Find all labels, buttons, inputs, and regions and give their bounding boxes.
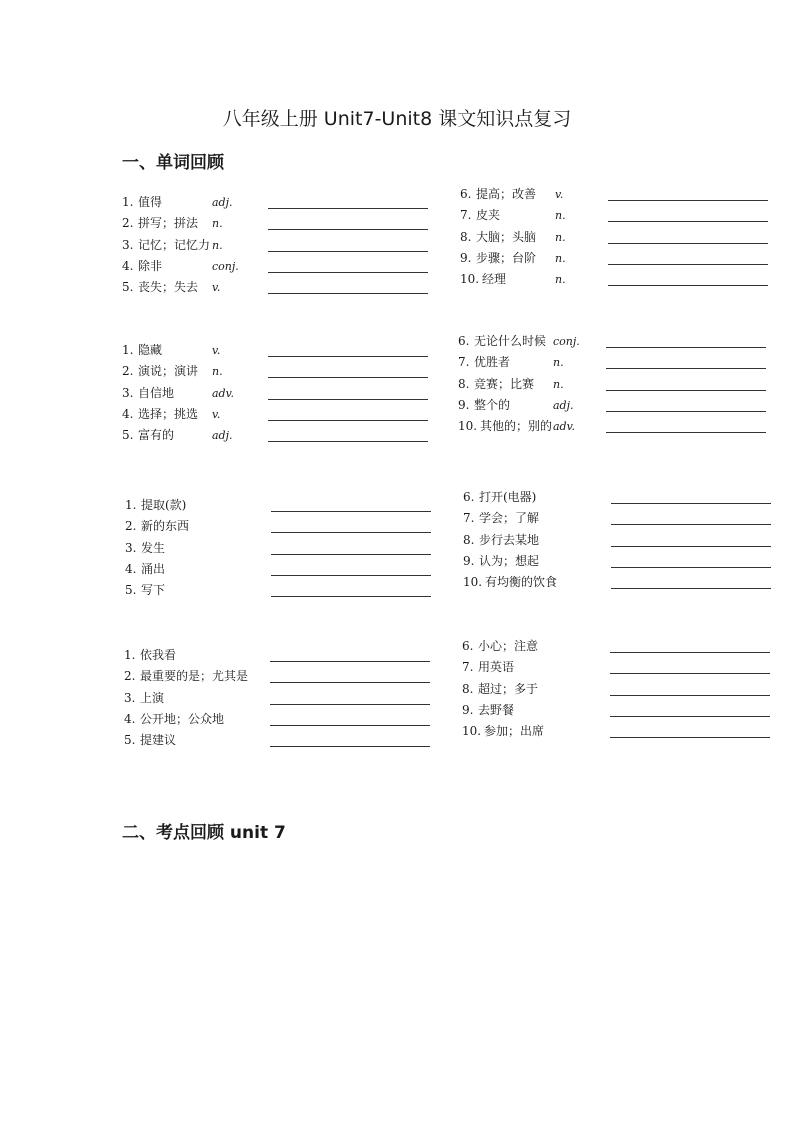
item-meaning: 依我看 <box>140 648 177 662</box>
item-number: 4. <box>125 561 137 576</box>
part-of-speech: n. <box>212 365 223 379</box>
item-number: 6. <box>460 187 472 201</box>
answer-blank[interactable] <box>268 272 428 273</box>
answer-blank[interactable] <box>271 554 431 555</box>
vocab-column-right <box>462 636 782 742</box>
vocab-item <box>458 395 778 416</box>
answer-blank[interactable] <box>608 285 768 286</box>
item-meaning: 学会；了解 <box>479 511 540 526</box>
item-number: 5. <box>122 428 134 443</box>
item-number: 5. <box>125 583 137 598</box>
answer-blank[interactable] <box>611 588 771 589</box>
vocab-column-right <box>460 184 780 290</box>
item-number: 4. <box>124 711 136 726</box>
answer-blank[interactable] <box>268 208 428 209</box>
item-meaning: 自信地 <box>138 385 175 400</box>
answer-blank[interactable] <box>270 746 430 747</box>
item-meaning: 提建议 <box>140 733 177 748</box>
answer-blank[interactable] <box>610 737 770 738</box>
item-meaning: 步骤；台阶 <box>476 250 537 265</box>
item-meaning: 除非 <box>138 258 163 273</box>
item-number: 10. <box>460 272 480 287</box>
item-number: 8. <box>458 376 470 391</box>
answer-blank[interactable] <box>270 704 430 705</box>
answer-blank[interactable] <box>271 596 431 597</box>
vocab-item <box>462 679 782 700</box>
vocab-item <box>460 227 780 248</box>
answer-blank[interactable] <box>268 293 428 294</box>
part-of-speech: v. <box>212 281 221 295</box>
item-meaning: 整个的 <box>474 397 511 412</box>
answer-blank[interactable] <box>268 420 428 421</box>
vocab-item <box>122 425 442 446</box>
vocab-column-right <box>458 331 778 437</box>
vocab-item <box>462 721 782 742</box>
part-of-speech: n. <box>212 238 223 252</box>
item-number: 9. <box>458 397 470 412</box>
item-number: 1. <box>125 498 137 512</box>
vocab-item <box>462 657 782 678</box>
item-number: 8. <box>460 229 472 244</box>
answer-blank[interactable] <box>608 264 768 265</box>
item-number: 6. <box>462 639 474 653</box>
section-heading-key-points: 二、考点回顾 unit 7 <box>122 823 286 843</box>
vocab-item <box>122 340 442 361</box>
vocab-item <box>124 709 444 730</box>
vocab-item <box>122 235 442 256</box>
part-of-speech: conj. <box>212 259 239 273</box>
answer-blank[interactable] <box>611 567 771 568</box>
part-of-speech: v. <box>212 344 221 357</box>
vocab-item <box>125 538 445 559</box>
vocab-item <box>124 666 444 687</box>
item-number: 3. <box>124 690 136 705</box>
item-meaning: 富有的 <box>138 428 175 443</box>
vocab-item <box>458 352 778 373</box>
item-meaning: 丧失；失去 <box>138 280 199 295</box>
vocab-item <box>463 530 783 551</box>
item-meaning: 步行去某地 <box>479 532 540 547</box>
answer-blank[interactable] <box>271 532 431 533</box>
item-meaning: 隐藏 <box>138 343 163 357</box>
item-meaning: 最重要的是；尤其是 <box>140 669 249 684</box>
vocab-item <box>462 636 782 657</box>
item-number: 4. <box>122 406 134 421</box>
part-of-speech: n. <box>555 209 566 223</box>
vocab-item <box>463 551 783 572</box>
item-number: 8. <box>462 681 474 696</box>
item-number: 9. <box>463 553 475 568</box>
item-meaning: 选择；挑选 <box>138 406 199 421</box>
item-number: 1. <box>122 195 134 209</box>
answer-blank[interactable] <box>611 546 771 547</box>
item-number: 9. <box>460 250 472 265</box>
answer-blank[interactable] <box>268 377 428 378</box>
item-meaning: 皮夹 <box>476 208 501 223</box>
vocab-item <box>462 700 782 721</box>
part-of-speech: n. <box>555 230 566 244</box>
vocab-item <box>460 184 780 205</box>
answer-blank[interactable] <box>610 716 770 717</box>
item-number: 10. <box>458 419 478 434</box>
item-meaning: 大脑；头脑 <box>476 229 537 244</box>
answer-blank[interactable] <box>610 652 770 653</box>
part-of-speech: v. <box>212 407 221 421</box>
item-meaning: 用英语 <box>478 660 515 675</box>
item-number: 2. <box>125 519 137 534</box>
item-number: 7. <box>462 660 474 675</box>
item-meaning: 竞赛；比赛 <box>474 376 535 391</box>
answer-blank[interactable] <box>268 251 428 252</box>
answer-blank[interactable] <box>270 725 430 726</box>
answer-blank[interactable] <box>268 229 428 230</box>
vocab-item <box>125 580 445 601</box>
vocab-item <box>125 559 445 580</box>
vocab-item <box>122 192 442 213</box>
vocab-item <box>122 383 442 404</box>
item-meaning: 认为；想起 <box>479 553 540 568</box>
answer-blank[interactable] <box>271 575 431 576</box>
item-number: 3. <box>125 540 137 555</box>
item-number: 8. <box>463 532 475 547</box>
item-number: 6. <box>463 490 475 504</box>
item-meaning: 经理 <box>482 272 507 287</box>
vocab-column-right <box>463 487 783 593</box>
part-of-speech: n. <box>555 273 566 287</box>
answer-blank[interactable] <box>611 503 771 504</box>
answer-blank[interactable] <box>606 368 766 369</box>
item-meaning: 打开(电器) <box>479 490 537 504</box>
vocab-item <box>460 205 780 226</box>
vocab-column-left <box>124 645 444 751</box>
page-title: 八年级上册 Unit7-Unit8 课文知识点复习 <box>222 108 572 130</box>
item-meaning: 超过；多于 <box>478 681 539 696</box>
item-meaning: 新的东西 <box>141 519 190 534</box>
answer-blank[interactable] <box>608 243 768 244</box>
vocab-column-left <box>122 340 442 446</box>
vocab-item <box>122 277 442 298</box>
answer-blank[interactable] <box>268 441 428 442</box>
answer-blank[interactable] <box>270 682 430 683</box>
answer-blank[interactable] <box>610 695 770 696</box>
part-of-speech: adv. <box>553 420 576 434</box>
answer-blank[interactable] <box>606 347 766 348</box>
item-number: 2. <box>122 364 134 379</box>
vocab-item <box>463 572 783 593</box>
part-of-speech: n. <box>212 217 223 231</box>
answer-blank[interactable] <box>606 432 766 433</box>
item-meaning: 演说；演讲 <box>138 364 199 379</box>
vocab-item <box>458 416 778 437</box>
item-number: 9. <box>462 702 474 717</box>
answer-blank[interactable] <box>268 399 428 400</box>
vocab-item <box>125 495 445 516</box>
item-meaning: 参加；出席 <box>484 724 545 739</box>
part-of-speech: adj. <box>212 196 233 209</box>
item-number: 10. <box>462 724 482 739</box>
item-number: 7. <box>458 355 470 370</box>
vocab-column-left <box>122 192 442 298</box>
vocab-item <box>124 645 444 666</box>
answer-blank[interactable] <box>611 524 771 525</box>
item-meaning: 发生 <box>141 540 166 555</box>
part-of-speech: adj. <box>553 398 574 412</box>
item-meaning: 记忆；记忆力 <box>138 237 211 252</box>
vocab-item <box>458 331 778 352</box>
item-meaning: 提取(款) <box>141 498 187 512</box>
answer-blank[interactable] <box>270 661 430 662</box>
vocab-item <box>124 688 444 709</box>
item-meaning: 小心；注意 <box>478 639 539 653</box>
item-meaning: 有均衡的饮食 <box>485 575 558 590</box>
item-number: 2. <box>124 669 136 684</box>
vocab-item <box>122 361 442 382</box>
item-meaning: 公开地；公众地 <box>140 711 225 726</box>
item-meaning: 其他的；别的 <box>480 419 553 434</box>
part-of-speech: adj. <box>212 429 233 443</box>
item-meaning: 写下 <box>141 583 166 598</box>
part-of-speech: adv. <box>212 386 235 400</box>
item-number: 5. <box>122 280 134 295</box>
vocab-item <box>458 374 778 395</box>
answer-blank[interactable] <box>606 390 766 391</box>
item-meaning: 拼写；拼法 <box>138 216 199 231</box>
item-meaning: 涌出 <box>141 561 166 576</box>
item-number: 2. <box>122 216 134 231</box>
item-number: 1. <box>122 343 134 357</box>
vocab-item <box>122 404 442 425</box>
item-number: 6. <box>458 334 470 348</box>
vocab-item <box>463 508 783 529</box>
item-number: 5. <box>124 733 136 748</box>
vocab-item <box>124 730 444 751</box>
item-number: 4. <box>122 258 134 273</box>
item-number: 7. <box>463 511 475 526</box>
answer-blank[interactable] <box>271 511 431 512</box>
answer-blank[interactable] <box>608 221 768 222</box>
item-meaning: 值得 <box>138 195 163 209</box>
answer-blank[interactable] <box>268 356 428 357</box>
vocab-item <box>125 516 445 537</box>
item-number: 1. <box>124 648 136 662</box>
item-meaning: 优胜者 <box>474 355 511 370</box>
part-of-speech: n. <box>555 251 566 265</box>
item-meaning: 上演 <box>140 690 165 705</box>
answer-blank[interactable] <box>606 411 766 412</box>
answer-blank[interactable] <box>610 673 770 674</box>
item-meaning: 提高；改善 <box>476 187 537 201</box>
vocab-item <box>460 248 780 269</box>
part-of-speech: n. <box>553 377 564 391</box>
part-of-speech: conj. <box>553 335 580 348</box>
part-of-speech: v. <box>555 188 564 201</box>
item-number: 10. <box>463 575 483 590</box>
item-meaning: 无论什么时候 <box>474 334 547 348</box>
vocab-column-left <box>125 495 445 601</box>
vocab-item <box>122 213 442 234</box>
item-number: 3. <box>122 385 134 400</box>
vocab-item <box>122 256 442 277</box>
vocab-item <box>463 487 783 508</box>
section-heading-vocabulary: 一、单词回顾 <box>122 153 224 173</box>
item-number: 7. <box>460 208 472 223</box>
item-meaning: 去野餐 <box>478 702 515 717</box>
item-number: 3. <box>122 237 134 252</box>
vocab-item <box>460 269 780 290</box>
answer-blank[interactable] <box>608 200 768 201</box>
part-of-speech: n. <box>553 356 564 370</box>
